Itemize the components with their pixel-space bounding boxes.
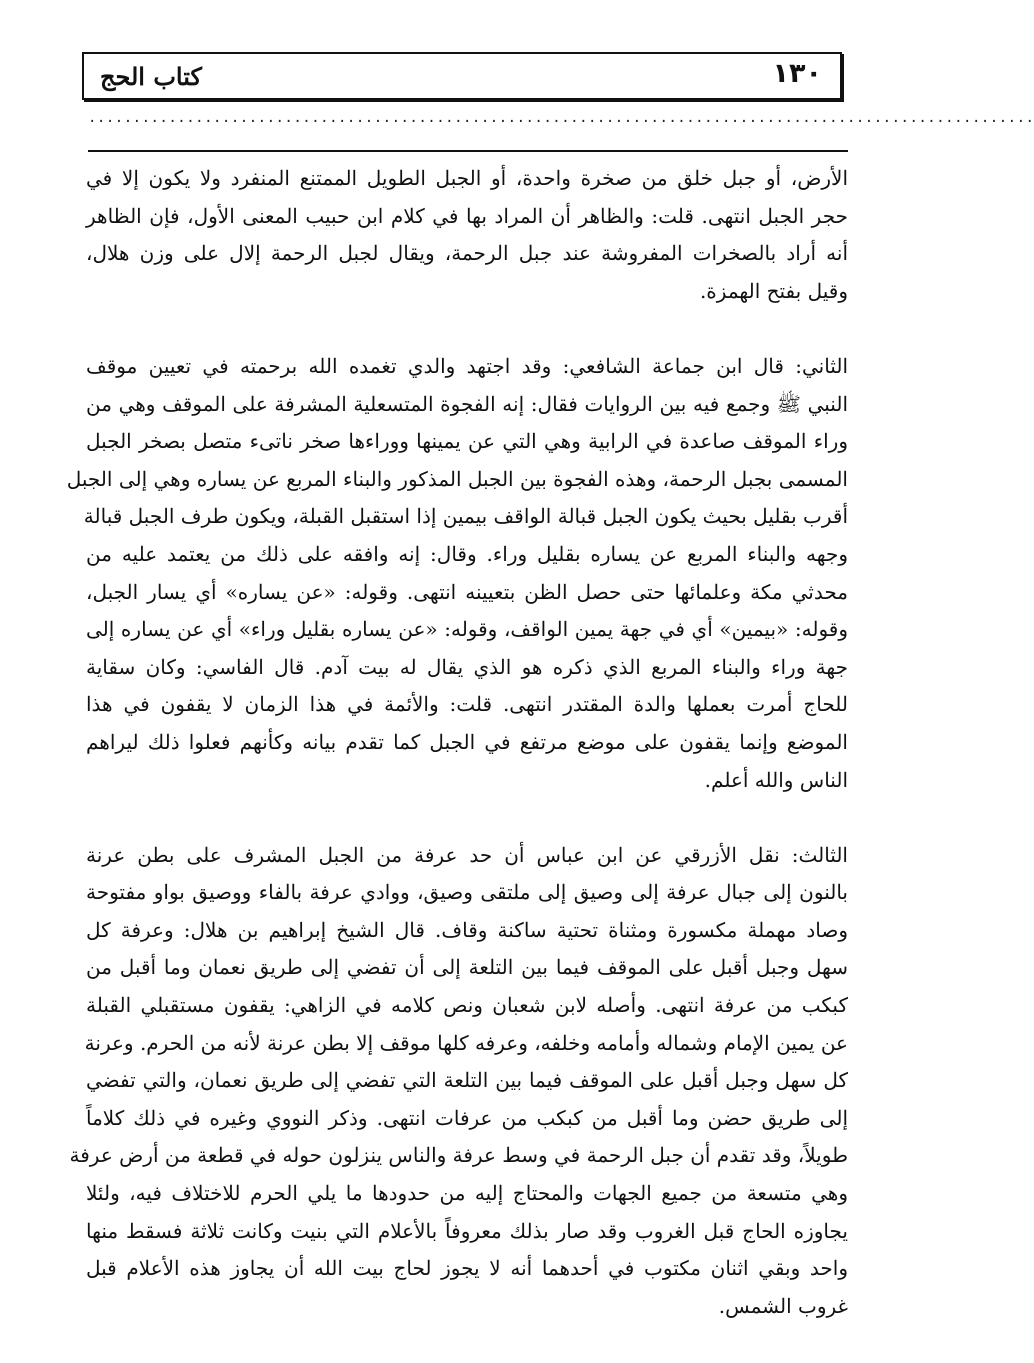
text-line: طويلاً، وقد تقدم أن جبل الرحمة في وسط عرفة والناس ينزلون حوله في قطعة من أرض عرفة: [69, 1143, 848, 1168]
text-line: وقيل بفتح الهمزة.: [699, 278, 848, 303]
text-line: النبي ﷺ وجمع فيه بين الروايات فقال: إنه الفجوة المتسعلية المشرفة على الموقف وهي من: [86, 391, 848, 416]
paragraph-gap: [86, 799, 848, 837]
dotted-separator: ..........................................................................................................: [88, 110, 1034, 126]
text-line: المسمى بجبل الرحمة، وهذه الفجوة بين الجبل المذكور والبناء المربع عن يساره وهي إلى الجبل: [66, 466, 848, 491]
body-text: [66, 160, 849, 1325]
paragraph-gap: [86, 310, 848, 348]
text-line: وصاد مهملة مكسورة ومثناة تحتية ساكنة وقاف. قال الشيخ إبراهيم بن هلال: وعرفة كل: [86, 917, 848, 942]
text-line: إلى طريق حضن وما أقبل من كبكب من عرفات انتهى. وذكر النووي وغيره في ذلك كلاماً: [86, 1105, 848, 1130]
text-line: أنه أراد بالصخرات المفروشة عند جبل الرحمة، ويقال لجبل الرحمة إلال على وزن هلال،: [86, 241, 849, 266]
text-line: واحد وبقي اثنان مكتوب في أحدهما أنه لا يجوز لحاج بيت الله أن يجاوز هذه الأعلام قبل: [86, 1256, 848, 1281]
paragraph-2: [66, 348, 848, 799]
text-line: للحاج أمرت بعملها والدة المقتدر انتهى. قلت: والأئمة في هذا الزمان لا يقفون في هذا: [86, 692, 848, 717]
text-line: وقوله: «بيمين» أي في جهة يمين الواقف، وقوله: «عن يساره بقليل وراء» أي عن يساره إلى: [86, 617, 848, 642]
text-line: وراء الموقف صاعدة في الرابية وهي التي عن يمينها ووراءها صخر ناتىء متصل بصخر الجبل: [86, 429, 848, 454]
text-line: وجهه والبناء المربع عن يساره بقليل وراء. وقال: إنه وافقه على ذلك من يعتمد عليه من: [86, 541, 848, 566]
text-line: كل سهل وجبل أقبل على الموقف فيما بين التلعة التي تفضي إلى طريق نعمان، والتي تفضي: [86, 1068, 848, 1093]
text-line: سهل وجبل أقبل على الموقف فيما بين التلعة إلى أن تفضي إلى طريق نعمان وما أقبل من: [86, 955, 848, 980]
text-line: الثاني: قال ابن جماعة الشافعي: وقد اجتهد والدي تغمده الله برحمته في تعيين موقف: [86, 353, 848, 378]
page-number: ١٣٠: [772, 58, 822, 89]
paragraph-3: [69, 837, 848, 1326]
text-line: الأرض، أو جبل خلق من صخرة واحدة، أو الجبل الطويل الممتنع المنفرد ولا يكون إلا في: [86, 166, 848, 190]
text-line: عن يمين الإمام وشماله وأمامه وخلفه، وعرفه كلها موقف إلا بطن عرنة لأنه من الحرم. وعرنة: [84, 1030, 848, 1055]
horizontal-rule: [88, 150, 848, 152]
text-line: أقرب بقليل بحيث يكون الجبل قبالة الواقف بيمين إذا استقبل القبلة، ويكون طرف الجبل قبالة: [83, 504, 848, 529]
text-line: غروب الشمس.: [718, 1293, 848, 1318]
text-line: جهة وراء والبناء المربع الذي ذكره هو الذي يقال له بيت آدم. قال الفاسي: وكان سقاية: [86, 654, 848, 679]
paragraph-1: [86, 160, 848, 310]
text-line: محدثي مكة وعلمائها حتى حصل الظن بتعيينه انتهى. وقوله: «عن يساره» أي يسار الجبل،: [86, 579, 848, 604]
text-line: كبكب من عرفة انتهى. وأصله لابن شعبان ونص كلامه في الزاهي: يقفون مستقبلي القبلة: [86, 993, 848, 1018]
text-line: وهي متسعة من جميع الجهات والمحتاج إليه من حدودها ما يلي الحرم للاختلاف فيه، ولئلا: [86, 1181, 848, 1206]
text-line: حجر الجبل انتهى. قلت: والظاهر أن المراد بها في كلام ابن حبيب المعنى الأول، فإن الظاهر: [86, 203, 848, 228]
text-line: الموضع وإنما يقفون على موضع مرتفع في الجبل كما تقدم بيانه وكأنهم فعلوا ذلك ليراهم: [86, 729, 848, 754]
text-line: بالنون إلى جبال عرفة إلى وصيق إلى ملتقى وصيق، ووادي عرفة بالفاء ووصيق بواو مفتوحة: [86, 880, 848, 905]
text-line: الناس والله أعلم.: [704, 767, 848, 792]
text-line: يجاوزه الحاج قبل الغروب وقد صار بذلك معروفاً بالأعلام التي بنيت وكانت ثلاثة فسقط منها: [86, 1218, 848, 1243]
page-header: [82, 52, 842, 100]
book-title: كتاب الحج: [100, 62, 202, 91]
text-line: الثالث: نقل الأزرقي عن ابن عباس أن حد عرفة من الجبل المشرف على بطن عرنة: [86, 842, 848, 867]
